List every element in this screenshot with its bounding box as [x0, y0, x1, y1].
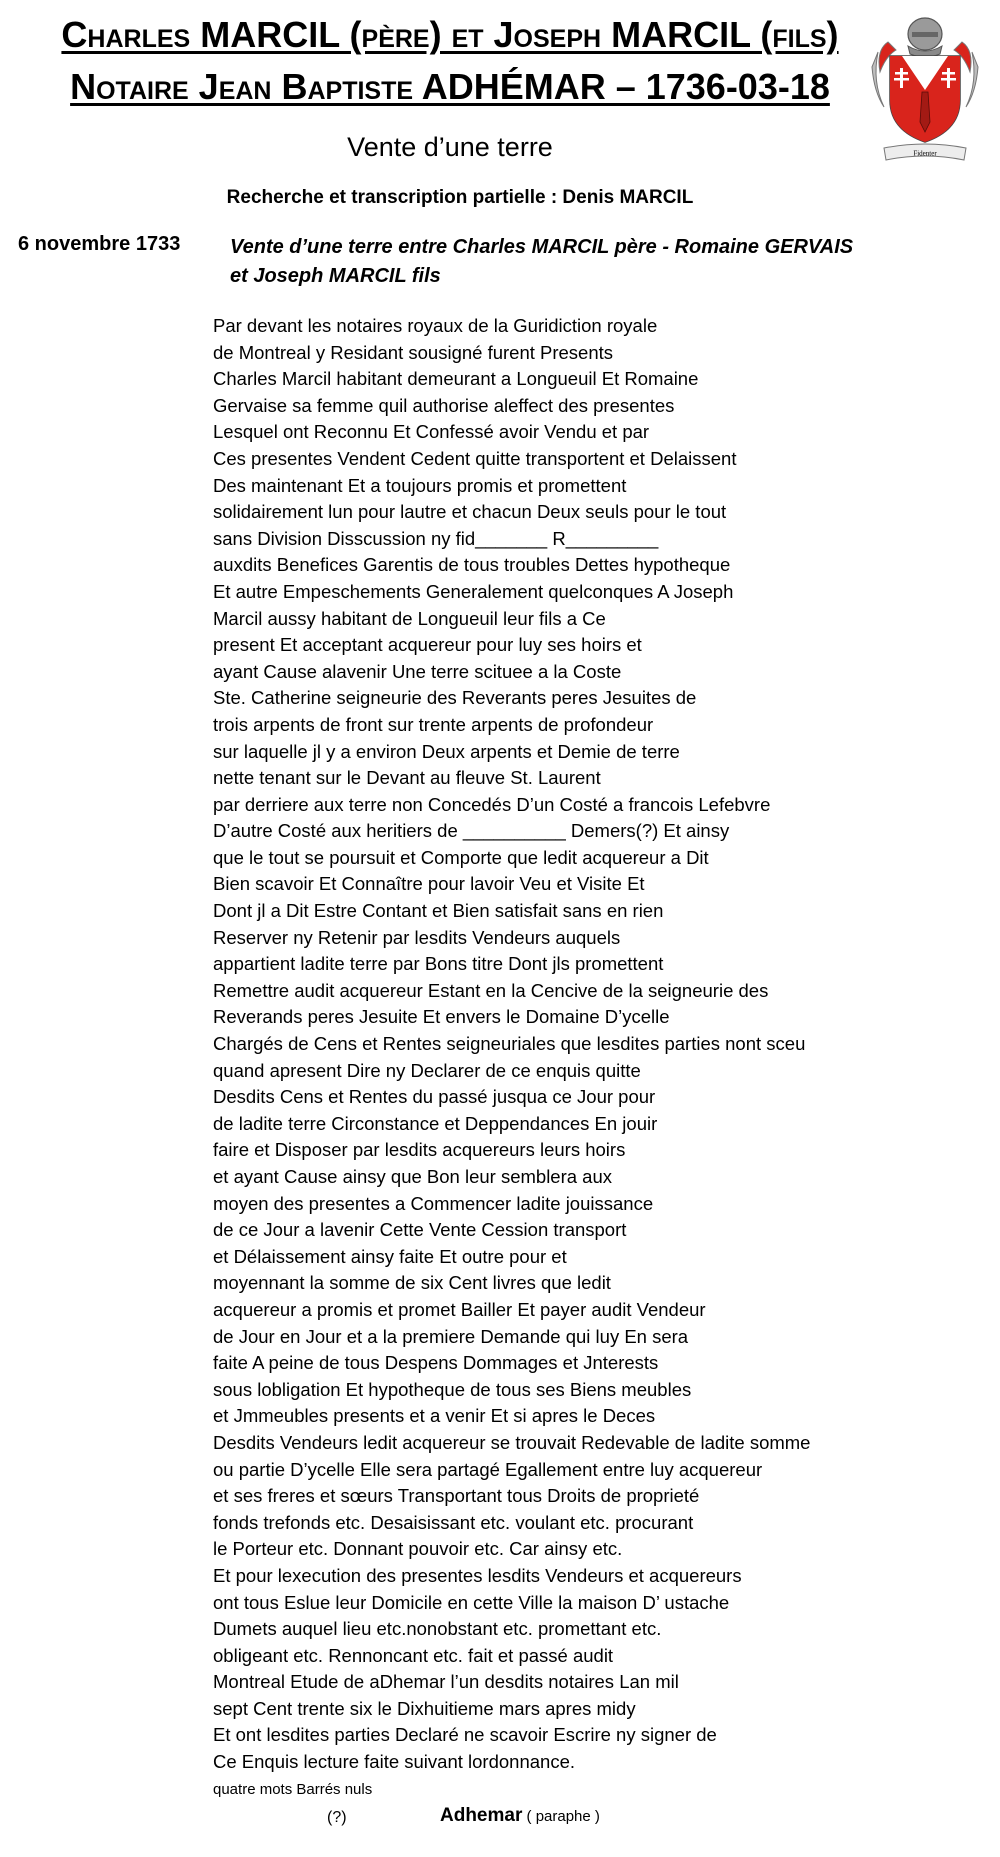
transcription-line: et Délaissement ainsy faite Et outre pour et [213, 1245, 567, 1267]
transcription-line: Montreal Etude de aDhemar l’un desdits notaires Lan mil [213, 1671, 679, 1693]
transcription-line: de Jour en Jour et a la premiere Demande qui luy En sera [213, 1325, 689, 1347]
signature-paraphe-note: ( paraphe ) [522, 1808, 600, 1825]
transcription-line: ayant Cause alavenir Une terre scituee a la Coste [213, 660, 622, 682]
transcription-line: obligeant etc. Rennoncant etc. fait et passé audit [213, 1644, 614, 1666]
document-title-line-2: Notaire Jean Baptiste ADHÉMAR – 1736-03-18 [70, 66, 830, 107]
transcription-line: Gervaise sa femme quil authorise aleffect des presentes [213, 394, 675, 416]
transcription-line: Ste. Catherine seigneurie des Reverants peres Jesuites de [213, 687, 697, 709]
transcription-line: Reverands peres Jesuite Et envers le Domaine D’ycelle [213, 1006, 670, 1028]
transcription-line: Dumets auquel lieu etc.nonobstant etc. promettant etc. [213, 1618, 662, 1640]
transcription-line: Charles Marcil habitant demeurant a Longueuil Et Romaine [213, 368, 699, 390]
transcription-line: Marcil aussy habitant de Longueuil leur fils a Ce [213, 607, 606, 629]
transcription-line: de Montreal y Residant sousigné furent Presents [213, 341, 614, 363]
document-title-line-1: Charles MARCIL (père) et Joseph MARCIL (fils) [61, 14, 839, 55]
transcription-line: D’autre Costé aux heritiers de __________ Demers(?) Et ainsy [213, 820, 730, 842]
transcription-line: fonds trefonds etc. Desaisissant etc. voulant etc. procurant [213, 1511, 694, 1533]
transcription-line: Ces presentes Vendent Cedent quitte transportent et Delaissent [213, 447, 737, 469]
notary-signature [440, 1805, 600, 1827]
entry-heading-line: et Joseph MARCIL fils [230, 265, 441, 287]
transcription-line: Ce Enquis lecture faite suivant lordonnance. [213, 1751, 575, 1773]
transcription-line: Dont jl a Dit Estre Contant et Bien satisfait sans en rien [213, 900, 664, 922]
transcription-line: quand apresent Dire ny Declarer de ce enquis quitte [213, 1059, 641, 1081]
transcription-line: sept Cent trente six le Dixhuitieme mars apres midy [213, 1697, 636, 1719]
transcription-line: moyen des presentes a Commencer ladite jouissance [213, 1192, 654, 1214]
transcription-line: ont tous Eslue leur Domicile en cette Ville la maison D’ ustache [213, 1591, 730, 1613]
transcription-line: faire et Disposer par lesdits acquereurs leurs hoirs [213, 1139, 626, 1161]
crest-motto: Fidenter [913, 149, 937, 158]
document-subtitle: Vente d’une terre [347, 132, 553, 162]
transcription-line: Desdits Vendeurs ledit acquereur se trouvait Redevable de ladite somme [213, 1431, 811, 1453]
transcription-line: et ses freres et sœurs Transportant tous Droits de proprieté [213, 1485, 700, 1507]
transcription-line: Lesquel ont Reconnu Et Confessé avoir Vendu et par [213, 421, 650, 443]
transcription-line: Remettre audit acquereur Estant en la Cencive de la seigneurie des [213, 979, 769, 1001]
entry-heading-line: Vente d’une terre entre Charles MARCIL père - Romaine GERVAIS [230, 236, 854, 258]
transcription-line: appartient ladite terre par Bons titre Dont jls promettent [213, 953, 664, 975]
transcription-line: auxdits Benefices Garentis de tous troubles Dettes hypotheque [213, 554, 731, 576]
entry-date: 6 novembre 1733 [18, 233, 181, 255]
transcription-line: et ayant Cause ainsy que Bon leur semblera aux [213, 1166, 613, 1187]
transcription-line: le Porteur etc. Donnant pouvoir etc. Car ainsy etc. [213, 1538, 623, 1560]
transcription-line: Et autre Empeschements Generalement quelconques A Joseph [213, 580, 734, 602]
transcription-line: de ladite terre Circonstance et Deppendances En jouir [213, 1112, 658, 1134]
transcription-line: Desdits Cens et Rentes du passé jusqua ce Jour pour [213, 1086, 656, 1108]
transcription-line: sans Division Disscussion ny fid_______ R_________ [213, 527, 659, 549]
transcription-line: Bien scavoir Et Connaître pour lavoir Veu et Visite Et [213, 873, 645, 895]
uncertain-mark: (?) [327, 1809, 347, 1826]
transcription-line: sous lobligation Et hypotheque de tous ses Biens meubles [213, 1378, 692, 1400]
transcription-line: present Et acceptant acquereur pour luy ses hoirs et [213, 634, 642, 656]
transcription-line: que le tout se poursuit et Comporte que ledit acquereur a Dit [213, 846, 709, 868]
transcription-line: Chargés de Cens et Rentes seigneuriales que lesdites parties nont sceu [213, 1033, 806, 1055]
transcription-line: faite A peine de tous Despens Dommages et Jnterests [213, 1352, 659, 1374]
transcription-body [213, 313, 973, 1776]
transcription-line: moyennant la somme de six Cent livres que ledit [213, 1272, 611, 1294]
strikeout-note: quatre mots Barrés nuls [213, 1781, 373, 1798]
entry-heading [230, 233, 930, 291]
signature-name: Adhemar [440, 1805, 523, 1826]
transcription-line: Des maintenant Et a toujours promis et promettent [213, 474, 627, 496]
transcription-line: trois arpents de front sur trente arpents de profondeur [213, 713, 654, 735]
transcription-line: par derriere aux terre non Concedés D’un Costé a francois Lefebvre [213, 793, 771, 815]
transcription-line: ou partie D’ycelle Elle sera partagé Egallement entre luy acquereur [213, 1458, 763, 1480]
transcription-line: sur laquelle jl y a environ Deux arpents et Demie de terre [213, 740, 680, 762]
transcription-line: Reserver ny Retenir par lesdits Vendeurs auquels [213, 926, 621, 948]
transcription-line: Et ont lesdites parties Declaré ne scavoir Escrire ny signer de [213, 1724, 717, 1746]
transcription-line: Et pour lexecution des presentes lesdits Vendeurs et acquereurs [213, 1564, 742, 1586]
transcription-line: nette tenant sur le Devant au fleuve St. Laurent [213, 767, 601, 789]
transcription-line: Par devant les notaires royaux de la Guridiction royale [213, 315, 658, 336]
research-credit: Recherche et transcription partielle : Denis MARCIL [226, 187, 694, 208]
transcription-line: de ce Jour a lavenir Cette Vente Cession transport [213, 1219, 627, 1241]
transcription-line: et Jmmeubles presents et a venir Et si apres le Deces [213, 1405, 656, 1427]
transcription-line: solidairement lun pour lautre et chacun Deux seuls pour le tout [213, 501, 727, 523]
transcription-line: acquereur a promis et promet Bailler Et payer audit Vendeur [213, 1298, 706, 1320]
